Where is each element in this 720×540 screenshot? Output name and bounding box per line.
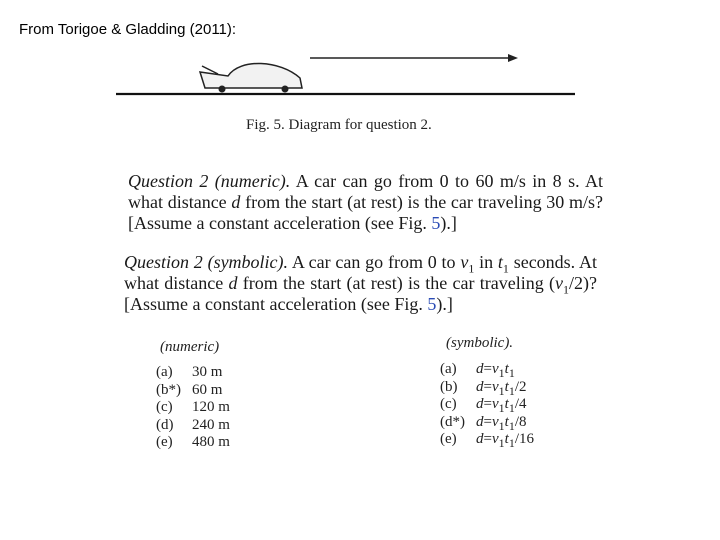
answer-option (156, 364, 230, 382)
sym-v: v (491, 361, 499, 377)
option-label: (b*) (156, 381, 181, 398)
sym-lhs: d (476, 413, 484, 430)
qs-text-5: /2)? [Assume a constant acceleration (see Fig. (124, 273, 597, 314)
qs-text-1: A car can go from 0 to (288, 252, 461, 272)
variable-d: d (228, 273, 238, 293)
sym-lhs: d (476, 378, 484, 395)
sym-v: v (491, 396, 499, 412)
fig-ref-link[interactable]: 5 (431, 213, 441, 233)
sym-v: v (491, 378, 499, 395)
question-numeric-lead: Question 2 (numeric). (128, 171, 291, 191)
fig-ref-link[interactable]: 5 (427, 294, 437, 314)
option-value: 120 m (192, 399, 230, 415)
sym-t-sub: 1 (508, 418, 515, 433)
option-value: 240 m (192, 416, 230, 433)
var-v-sub: 1 (468, 261, 475, 276)
var-v: v (460, 252, 469, 272)
symbolic-answers-header: (symbolic). (446, 335, 514, 351)
sym-eq: = (483, 378, 492, 395)
sym-v-sub: 1 (498, 401, 505, 415)
answer-option (156, 417, 230, 435)
sym-eq: = (483, 396, 492, 412)
sym-eq: = (483, 431, 492, 447)
variable-d: d (231, 192, 241, 212)
sym-t: t (504, 378, 509, 395)
answer-option (440, 396, 534, 414)
sym-rest: /16 (514, 431, 534, 447)
option-label: (e) (156, 434, 173, 450)
var-v2: v (555, 273, 564, 293)
option-value: 30 m (192, 364, 223, 380)
question-symbolic (124, 252, 597, 315)
qs-text-3: seconds. At what distance (124, 252, 597, 293)
option-label: (b) (440, 378, 458, 395)
option-label: (c) (440, 396, 457, 412)
sym-t-sub: 1 (508, 436, 515, 450)
option-label: (d) (156, 416, 174, 433)
option-label: (a) (440, 361, 457, 377)
sym-t: t (504, 431, 509, 447)
sym-t-sub: 1 (508, 366, 515, 380)
sym-rest: /4 (514, 396, 527, 412)
answer-option (440, 379, 534, 397)
sym-rest: /8 (514, 413, 527, 430)
question-numeric-body2: from the start (at rest) is the car traveling 30 m/s? [Assume a constant acceleration (see Fig. (128, 192, 603, 233)
sym-v-sub: 1 (498, 383, 505, 398)
sym-eq: = (483, 413, 492, 430)
sym-rest: /2 (514, 378, 527, 395)
sym-t-sub: 1 (508, 401, 515, 415)
var-t: t (497, 252, 503, 272)
qs-text-4: from the start (at rest) is the car traveling ( (237, 273, 556, 293)
answer-option (156, 382, 230, 400)
sym-lhs: d (476, 431, 484, 447)
sym-v: v (491, 413, 499, 430)
option-label: (a) (156, 364, 173, 380)
figure-caption: Fig. 5. Diagram for question 2. (246, 117, 432, 133)
page-heading: From Torigoe & Gladding (2011): (19, 21, 237, 38)
answer-option (440, 414, 534, 432)
question-numeric-close: ).] (440, 213, 457, 233)
var-t-sub: 1 (502, 261, 509, 276)
answer-option (156, 399, 230, 417)
qs-close: ).] (436, 294, 453, 314)
sym-lhs: d (476, 396, 484, 412)
var-v2-sub: 1 (563, 282, 570, 297)
qs-text-2: in (474, 252, 498, 272)
question-numeric (128, 171, 603, 234)
car-front-wheel (282, 86, 289, 93)
sym-v-sub: 1 (498, 418, 505, 433)
sym-eq: = (483, 361, 492, 377)
question-numeric-body: A car can go from 0 to 60 m/s in 8 s. At what distance (128, 171, 603, 212)
sym-v: v (491, 431, 499, 447)
answer-option (440, 431, 534, 449)
option-label: (d*) (440, 413, 465, 430)
sym-lhs: d (476, 361, 484, 377)
sym-t: t (504, 413, 509, 430)
sym-t: t (504, 361, 509, 377)
answer-option (156, 434, 230, 452)
sym-v-sub: 1 (498, 436, 505, 450)
option-label: (e) (440, 431, 457, 447)
car-rear-wheel (219, 86, 226, 93)
car-body (200, 63, 302, 88)
sym-t: t (504, 396, 509, 412)
option-value: 60 m (192, 381, 223, 398)
sym-t-sub: 1 (508, 383, 515, 398)
sym-v-sub: 1 (498, 366, 505, 380)
numeric-answers-header: (numeric) (160, 339, 220, 355)
option-label: (c) (156, 399, 173, 415)
symbolic-answers-list (440, 361, 534, 449)
numeric-answers-list (156, 364, 230, 452)
car-diagram (110, 48, 580, 100)
question-symbolic-lead: Question 2 (symbolic). (124, 252, 289, 272)
answer-option (440, 361, 534, 379)
velocity-arrow-head (508, 54, 518, 62)
option-value: 480 m (192, 434, 230, 450)
